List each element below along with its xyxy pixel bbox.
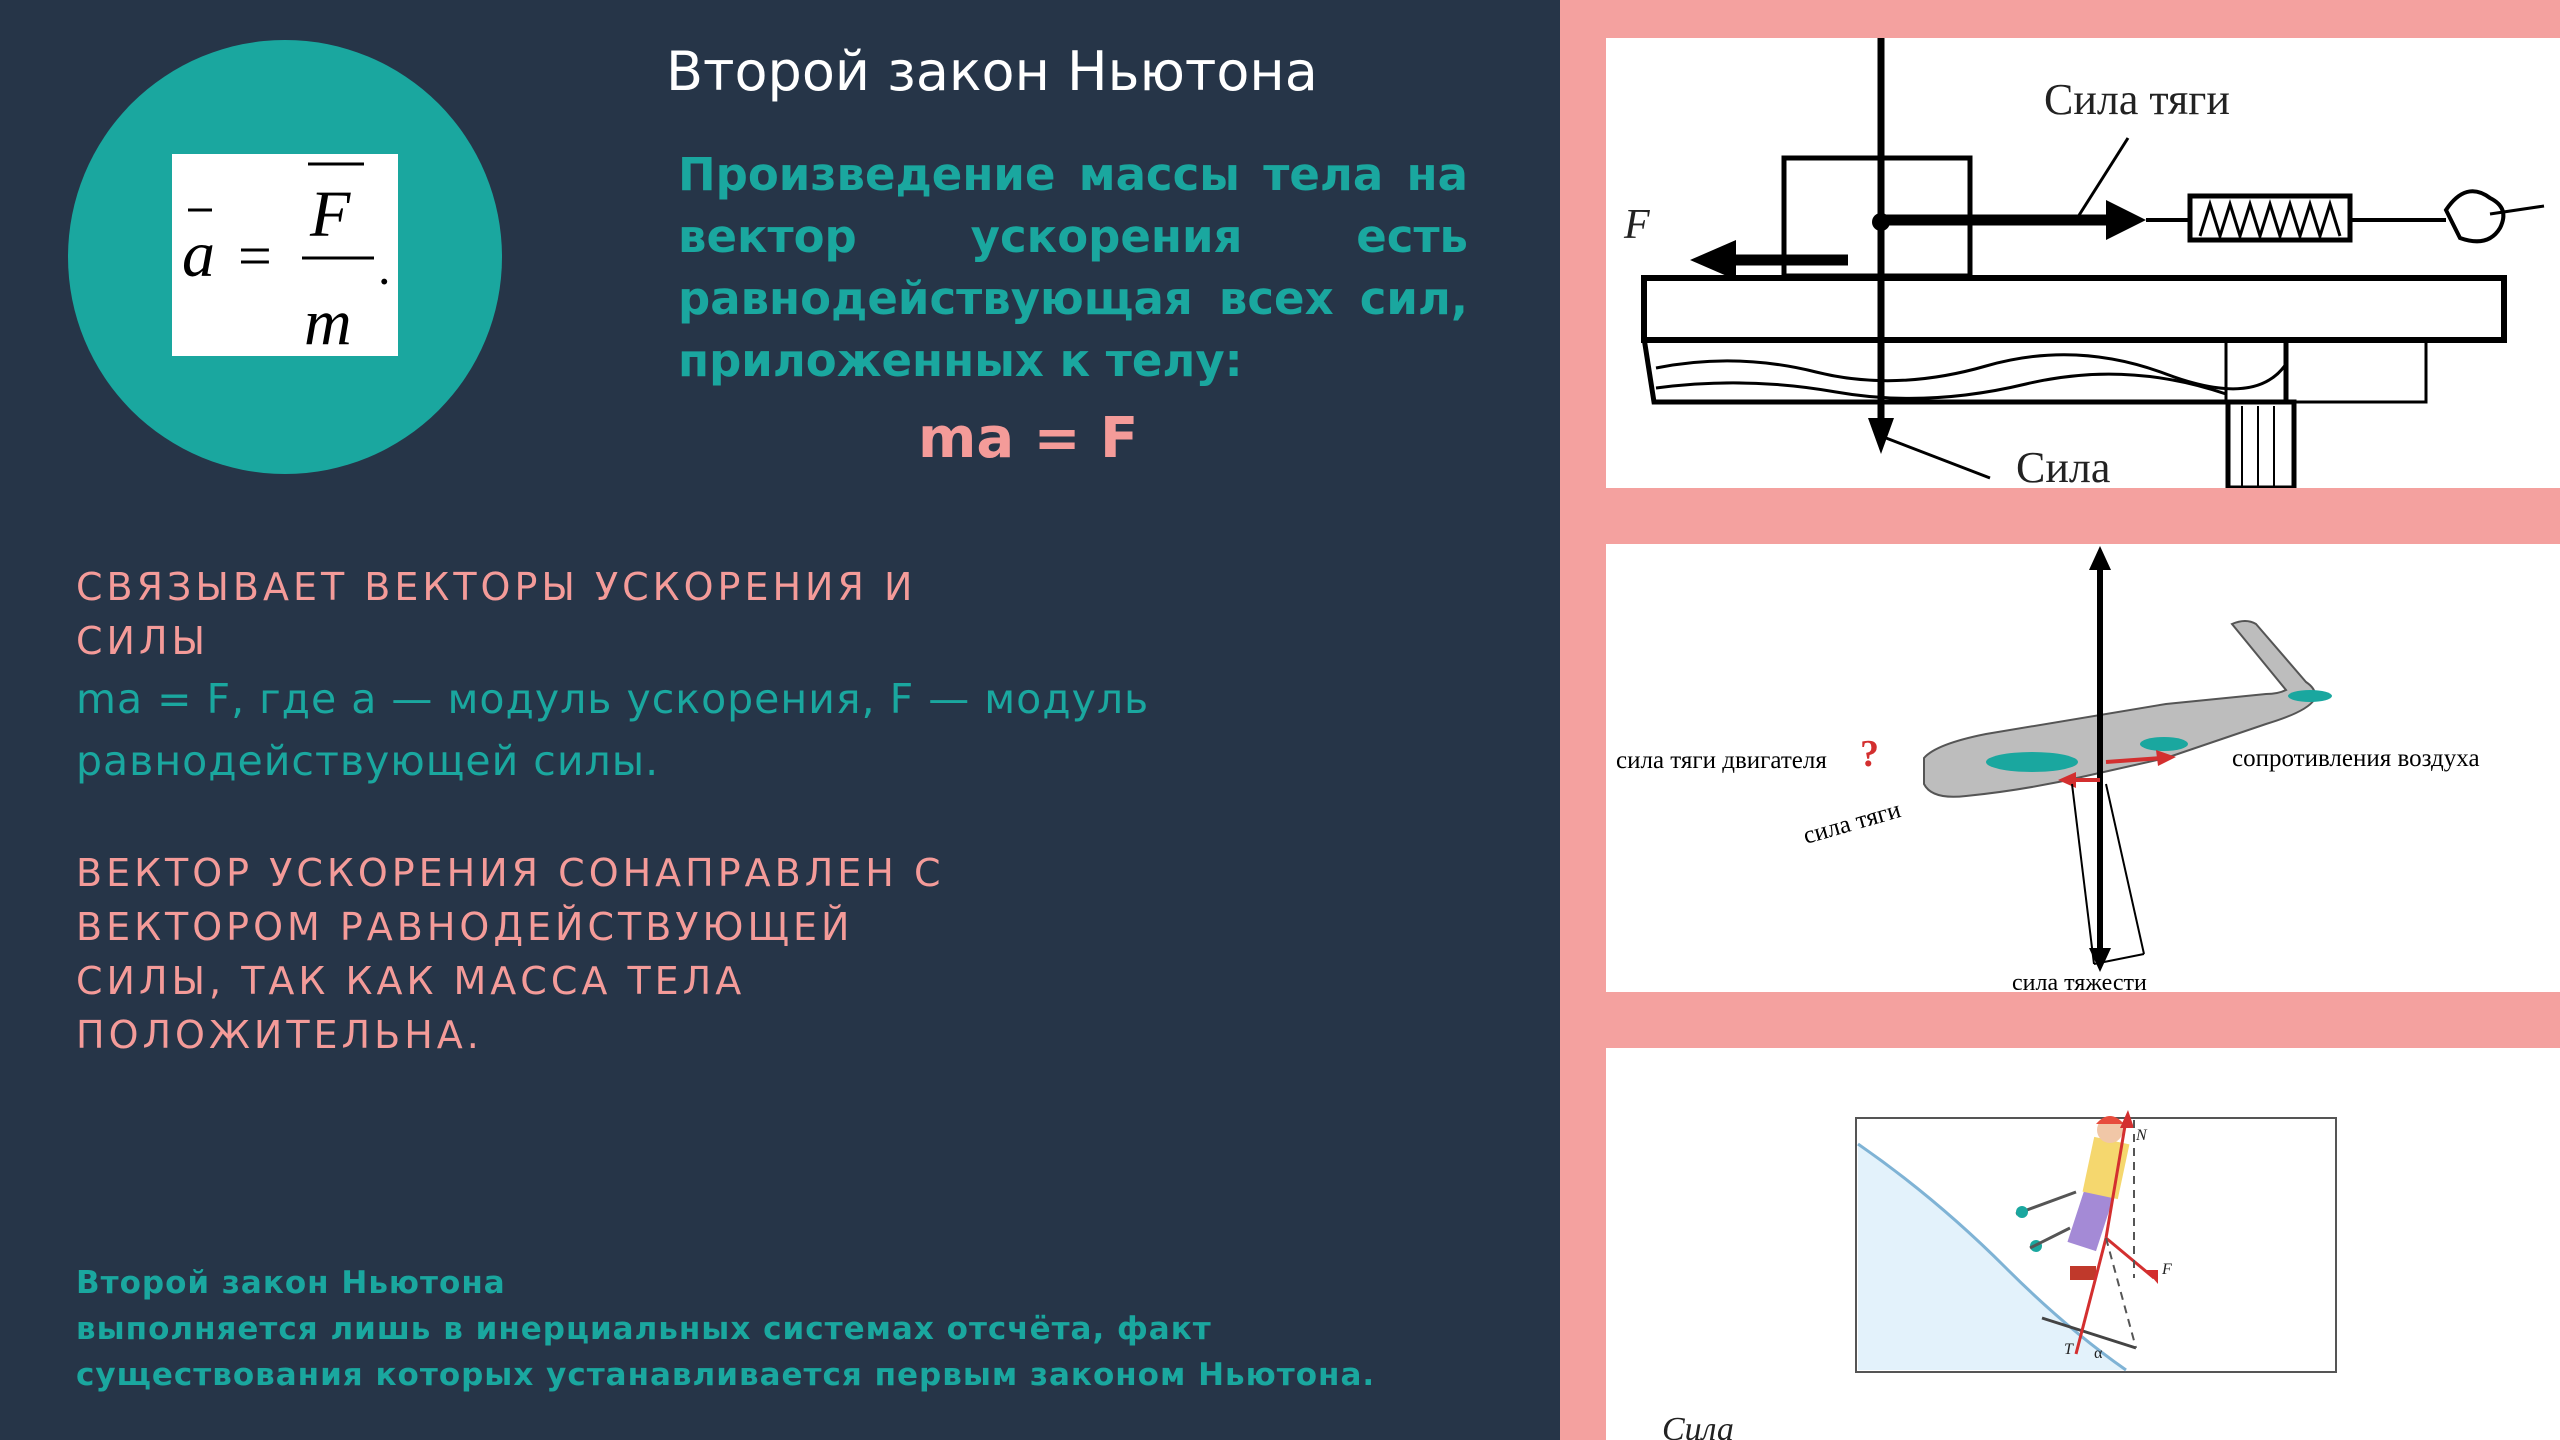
footer-note (76, 1260, 1476, 1398)
footer-line-3: существования которых устанавливается первым законом Ньютона. (76, 1357, 1376, 1393)
block1-text: ma = F, где a — модуль ускорения, F — модуль равнодействующей силы. (76, 675, 1150, 785)
figure-skier-forces (1606, 1048, 2560, 1440)
angle-label: α (2094, 1345, 2103, 1362)
footer-line-1: Второй закон Ньютона (76, 1265, 506, 1301)
formula-lhs: a (182, 218, 215, 291)
engine-question-mark: ? (1860, 733, 1879, 775)
traction-label: Сила тяги (2044, 75, 2230, 124)
engine-thrust-label: сила тяги двигателя (1616, 747, 1827, 774)
force-label: F (1624, 202, 1650, 248)
footer-line-2: выполняется лишь в инерциальных системах отсчёта, факт (76, 1311, 1212, 1347)
normal-force-label: N (2136, 1127, 2147, 1144)
block-traction-diagram (1606, 38, 2560, 488)
airplane-forces-diagram (1606, 544, 2560, 992)
definition-text: Произведение массы тела на вектор ускорения есть равнодействующая всех сил, приложенных к телу: (678, 148, 1468, 387)
skier-forces-diagram (1606, 1048, 2560, 1440)
acceleration-formula (172, 154, 398, 356)
figure-airplane-forces (1606, 544, 2560, 992)
thrust-label: сила тяги (1800, 796, 1904, 850)
caption-fragment: Сила (1662, 1411, 1734, 1440)
main-formula: ma = F (918, 406, 1139, 471)
page-title: Второй закон Ньютона (666, 40, 1318, 103)
block2-text: ВЕКТОР УСКОРЕНИЯ СОНАПРАВЛЕН С ВЕКТОРОМ РАВНОДЕЙСТВУЮЩЕЙ СИЛЫ, ТАК КАК МАССА ТЕЛА ПОЛОЖИТЕЛЬНА. (76, 851, 945, 1057)
air-resistance-label: сопротивления воздуха (2232, 745, 2480, 772)
figure-block-traction (1606, 38, 2560, 488)
friction-force-label: T (2064, 1341, 2073, 1358)
gravity-label: сила тяжести (2012, 970, 2147, 992)
formula-numerator: F (310, 178, 351, 251)
block1-heading: СВЯЗЫВАЕТ ВЕКТОРЫ УСКОРЕНИЯ И СИЛЫ (76, 565, 917, 663)
formula-card (172, 154, 398, 356)
bottom-force-label: Сила (2016, 443, 2111, 488)
formula-denominator: m (304, 286, 352, 356)
result-force-label: F (2162, 1261, 2172, 1278)
formula-dot: . (378, 239, 391, 295)
formula-equals: = (238, 223, 272, 289)
